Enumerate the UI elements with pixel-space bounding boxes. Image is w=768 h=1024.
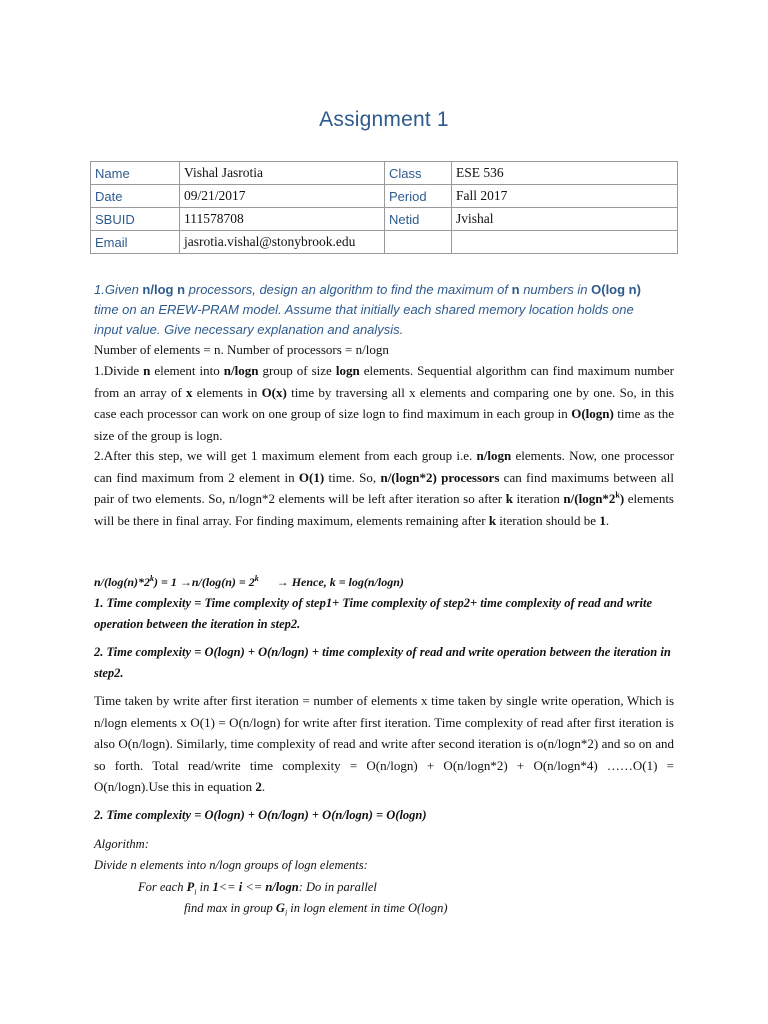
bold-run: k	[505, 491, 513, 506]
algorithm-line	[138, 877, 718, 899]
time-complexity-final: 2. Time complexity = O(logn) + O(n/logn) + O(n/logn) = O(logn)	[94, 808, 427, 822]
paragraph-step2	[94, 445, 674, 531]
algo-part: in logn element in time O(logn)	[287, 901, 448, 915]
bold-run: 1	[599, 512, 606, 528]
text-run: .	[261, 779, 266, 794]
question-bold: n/log n	[142, 282, 186, 297]
algo-part: For each	[138, 880, 187, 894]
bold-run: 2	[255, 779, 262, 794]
eq-part: Hence, k = log(n/logn)	[288, 575, 404, 589]
text-run: group of size	[258, 363, 336, 378]
question-part: 1.Given	[94, 282, 143, 297]
email-label: Email	[91, 231, 180, 254]
empty-cell	[385, 231, 452, 254]
algo-part: find max in group	[184, 901, 276, 915]
bold-run: O(x)	[261, 384, 287, 400]
text-run: 1.Divide	[94, 363, 144, 378]
class-label: Class	[385, 162, 452, 185]
subscript: i	[284, 908, 288, 918]
bold-run: n/logn	[223, 363, 259, 378]
superscript: k	[615, 490, 620, 500]
equation-k	[94, 572, 674, 593]
bold-run-part: n/(logn*2	[563, 491, 616, 506]
bold-run	[563, 491, 624, 506]
eq-part: n/(log(n)*2	[94, 575, 151, 589]
paragraph-definitions: Number of elements = n. Number of processors = n/logn	[94, 342, 389, 357]
algo-part: <=	[242, 880, 266, 894]
sbuid-value: 111578708	[180, 208, 385, 231]
text-run: time by traversing all x elements and comparing one by one. So, in this case each processor can work on one group of size logn to find maximum in each group in	[94, 384, 674, 421]
text-run: elements will be there in final array. For finding maximum, elements remaining after	[94, 491, 674, 528]
superscript: k	[150, 574, 155, 583]
algo-bold: n/logn	[265, 880, 299, 894]
question-part: processors, design an algorithm to find the maximum of	[185, 282, 512, 297]
algo-part: <=	[218, 880, 239, 894]
name-value: Vishal Jasrotia	[180, 162, 385, 185]
bold-run: x	[186, 384, 193, 400]
right-arrow-icon: →	[276, 575, 289, 589]
empty-cell	[452, 231, 678, 254]
paragraph-step1	[94, 360, 674, 446]
text-run: elements. Sequential algorithm can find maximum number from an array of	[94, 363, 674, 400]
date-label: Date	[91, 185, 180, 208]
bold-run: n	[143, 363, 151, 378]
right-arrow-icon: →	[179, 575, 192, 589]
sbuid-label: SBUID	[91, 208, 180, 231]
algo-bold: P	[186, 880, 195, 894]
paragraph-read-write	[94, 690, 674, 798]
text-run: Time taken by write after first iteration = number of elements x time taken by single write operation, Which is n/logn elements x O(1) = O(n/logn) for write after first iteration. Time complexity of read after first iteration is also O(n/logn). Similarly, time complexity of read and write after second iteration is o(n/logn*2) and so on and so forth. Total read/write time complexity = O(n/logn) + O(n/logn*2) + O(n/logn*4) ……O(1) = O(n/logn).Use this in equation	[94, 693, 674, 794]
text-run: iteration	[512, 491, 564, 506]
bold-run: k	[488, 512, 497, 528]
superscript: k	[254, 574, 259, 583]
question-part: numbers in	[519, 282, 592, 297]
period-value: Fall 2017	[452, 185, 678, 208]
question-bold: O(log n)	[591, 282, 641, 297]
table-row	[91, 208, 678, 231]
question-bold: n	[511, 282, 520, 297]
question-part: time on an EREW-PRAM model. Assume that initially each shared memory location holds one input value. Give necessary explanation and analysis.	[94, 302, 634, 337]
algo-part: : Do in parallel	[298, 880, 377, 894]
algorithm-heading: Algorithm:	[94, 837, 149, 851]
text-run: iteration should be	[496, 512, 600, 528]
bold-run: logn	[335, 363, 360, 378]
text-run: can find maximums between all pair of two elements. So, n/logn*2 elements will be left after iteration so after	[94, 469, 674, 506]
time-complexity-2: 2. Time complexity = O(logn) + O(n/logn) + time complexity of read and write operation between the iteration in step2.	[94, 645, 671, 680]
algorithm-line	[184, 898, 764, 920]
text-run: elements. Now, one processor can find maximum from 2 element in	[94, 448, 674, 485]
time-complexity-1: 1. Time complexity = Time complexity of step1+ Time complexity of step2+ time complexity of read and write operation between the iteration in step2.	[94, 596, 653, 631]
algo-bold: G	[275, 901, 285, 915]
email-value: jasrotia.vishal@stonybrook.edu	[180, 231, 385, 254]
netid-value: Jvishal	[452, 208, 678, 231]
algorithm-line: Divide n elements into n/logn groups of logn elements:	[94, 858, 368, 872]
class-value: ESE 536	[452, 162, 678, 185]
page-title: Assignment 1	[319, 108, 449, 131]
text-run: time. So,	[324, 469, 381, 485]
table-row	[91, 162, 678, 185]
bold-run: n/(logn*2) processors	[380, 469, 500, 485]
bold-run: n/logn	[476, 448, 512, 463]
period-label: Period	[385, 185, 452, 208]
bold-run-part: )	[619, 491, 625, 506]
text-run: time as the size of the group is logn.	[94, 406, 674, 443]
table-row	[91, 231, 678, 254]
text-run: elements in	[192, 384, 262, 400]
text-run: 2.After this step, we will get 1 maximum element from each group i.e.	[94, 448, 477, 463]
eq-part: n/(log(n) = 2	[191, 575, 255, 589]
bold-run: O(1)	[298, 469, 325, 485]
text-run: .	[605, 512, 610, 528]
date-value: 09/21/2017	[180, 185, 385, 208]
text-run: element into	[150, 363, 224, 378]
eq-part: ) = 1	[154, 575, 180, 589]
name-label: Name	[91, 162, 180, 185]
question-text	[94, 280, 654, 340]
bold-run: O(logn)	[571, 406, 614, 421]
table-row	[91, 185, 678, 208]
subscript: i	[194, 887, 197, 897]
student-info-table	[90, 161, 678, 254]
algo-part: in	[196, 880, 213, 894]
algo-bold: i	[238, 880, 243, 894]
netid-label: Netid	[385, 208, 452, 231]
algo-bold: 1	[212, 880, 219, 894]
